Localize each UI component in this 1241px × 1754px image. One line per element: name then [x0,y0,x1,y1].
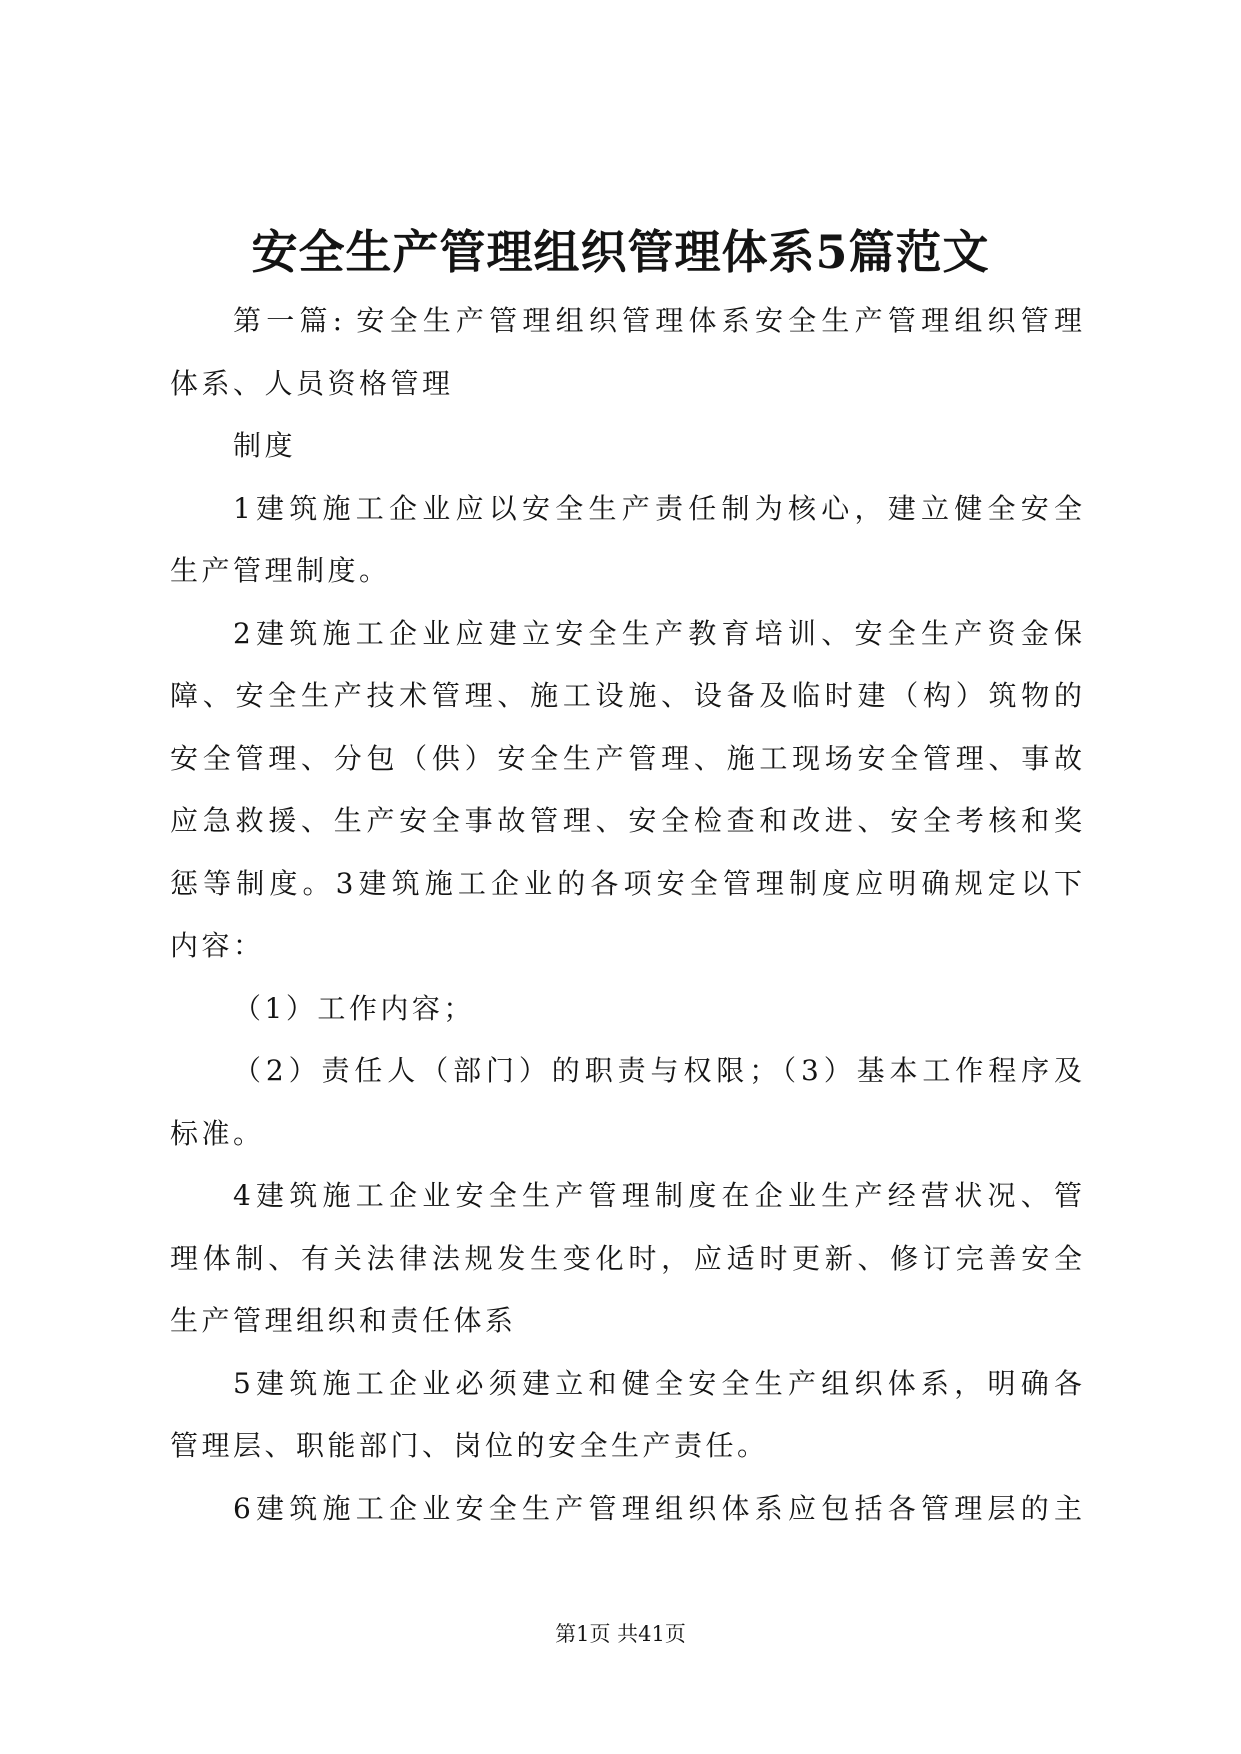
paragraph [170,478,1082,603]
paragraph [170,978,1082,1041]
paragraph [170,415,1082,478]
paragraph-line: 标准。 [170,1116,265,1150]
paragraph-line: （1）工作内容； [233,991,475,1025]
paragraph-line: 安全管理、分包（供）安全生产管理、施工现场安全管理、事故 [170,741,1082,775]
paragraph-line: 体系、人员资格管理 [170,366,454,400]
paragraph-line: 管理层、职能部门、岗位的安全生产责任。 [170,1429,769,1462]
paragraph [170,1040,1082,1165]
paragraph-line: 4建筑施工企业安全生产管理制度在企业生产经营状况、管 [233,1179,1082,1212]
paragraph-line: 内容： [170,929,265,962]
paragraph [170,290,1082,415]
document-body [170,290,1082,1540]
paragraph-line: 6建筑施工企业安全生产管理组织体系应包括各管理层的主 [233,1491,1082,1525]
paragraph-line: 制度 [233,429,297,462]
paragraph-line: （2）责任人（部门）的职责与权限；（3）基本工作程序及 [233,1054,1082,1087]
paragraph-line: 障、安全生产技术管理、施工设施、设备及临时建（构）筑物的 [170,679,1082,712]
paragraph [170,603,1082,978]
paragraph-line: 生产管理组织和责任体系 [170,1304,517,1337]
paragraph-line: 2建筑施工企业应建立安全生产教育培训、安全生产资金保 [233,616,1082,650]
paragraph-line: 第一篇: 安全生产管理组织管理体系安全生产管理组织管理 [233,304,1082,337]
paragraph [170,1478,1082,1541]
paragraph-line: 惩等制度。3建筑施工企业的各项安全管理制度应明确规定以下 [170,866,1082,900]
paragraph-line: 5建筑施工企业必须建立和健全安全生产组织体系，明确各 [233,1366,1082,1400]
paragraph [170,1353,1082,1478]
paragraph-line: 理体制、有关法律法规发生变化时，应适时更新、修订完善安全 [170,1241,1082,1275]
paragraph-line: 1建筑施工企业应以安全生产责任制为核心，建立健全安全 [233,491,1082,525]
paragraph-line: 生产管理制度。 [170,554,391,587]
document-title: 安全生产管理组织管理体系5篇范文 [251,225,990,279]
paragraph [170,1165,1082,1353]
page-number-footer: 第1页 共41页 [555,1622,686,1646]
paragraph-line: 应急救援、生产安全事故管理、安全检查和改进、安全考核和奖 [170,804,1082,837]
